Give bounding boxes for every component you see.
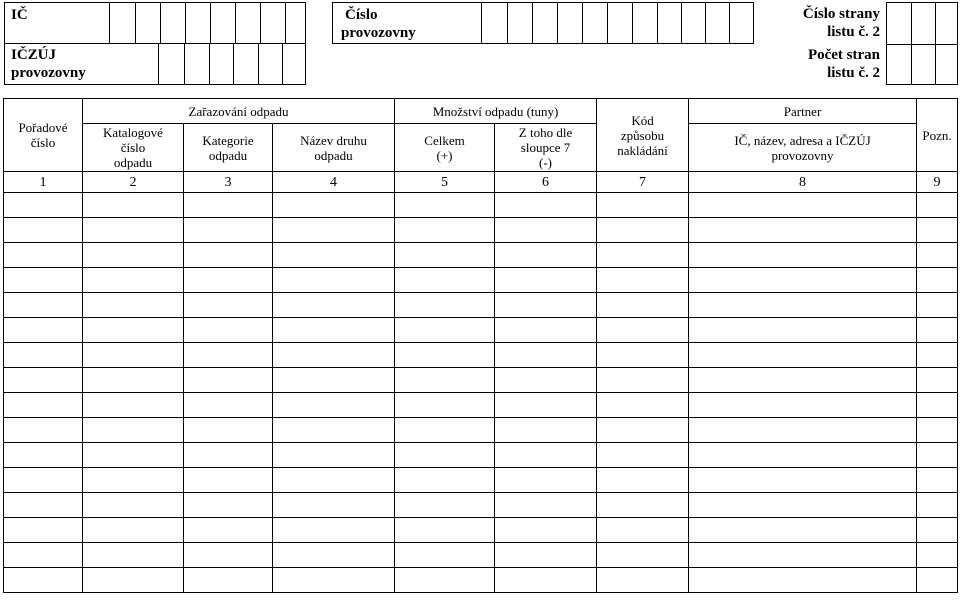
table-cell[interactable] xyxy=(597,293,689,318)
table-cell[interactable] xyxy=(597,343,689,368)
table-cell[interactable] xyxy=(395,193,495,218)
table-cell[interactable] xyxy=(689,418,917,443)
table-cell[interactable] xyxy=(689,193,917,218)
table-cell[interactable] xyxy=(917,343,958,368)
table-cell[interactable] xyxy=(83,468,184,493)
col-kategorie xyxy=(184,124,273,172)
column-number: 3 xyxy=(184,172,273,193)
col-celkem xyxy=(395,124,495,172)
table-cell[interactable] xyxy=(4,568,83,593)
table-cell[interactable] xyxy=(184,543,273,568)
table-cell[interactable] xyxy=(917,193,958,218)
table-cell[interactable] xyxy=(4,418,83,443)
table-cell[interactable] xyxy=(4,218,83,243)
table-cell[interactable] xyxy=(689,568,917,593)
table-cell[interactable] xyxy=(495,493,597,518)
table-cell[interactable] xyxy=(184,443,273,468)
table-cell[interactable] xyxy=(917,568,958,593)
table-cell[interactable] xyxy=(4,268,83,293)
table-cell[interactable] xyxy=(184,418,273,443)
ic-label: IČ xyxy=(11,7,28,23)
table-cell[interactable] xyxy=(597,318,689,343)
table-cell[interactable] xyxy=(395,243,495,268)
table-cell[interactable] xyxy=(495,293,597,318)
column-number: 7 xyxy=(597,172,689,193)
table-row xyxy=(4,193,958,218)
table-cell[interactable] xyxy=(273,343,395,368)
col-z-toho-line2: sloupce 7 xyxy=(520,140,571,155)
table-cell[interactable] xyxy=(184,368,273,393)
table-cell[interactable] xyxy=(597,243,689,268)
table-cell[interactable] xyxy=(689,493,917,518)
table-cell[interactable] xyxy=(83,543,184,568)
col-z-toho xyxy=(495,124,597,172)
table-cell[interactable] xyxy=(917,543,958,568)
table-row xyxy=(4,393,958,418)
table-cell[interactable] xyxy=(395,468,495,493)
table-cell[interactable] xyxy=(273,493,395,518)
table-cell[interactable] xyxy=(83,268,184,293)
table-cell[interactable] xyxy=(83,393,184,418)
table-cell[interactable] xyxy=(273,193,395,218)
table-row xyxy=(4,543,958,568)
table-body xyxy=(4,193,958,593)
table-cell[interactable] xyxy=(395,393,495,418)
table-cell[interactable] xyxy=(273,243,395,268)
cislo-strany-cells[interactable] xyxy=(887,3,957,44)
table-cell[interactable] xyxy=(273,368,395,393)
table-cell[interactable] xyxy=(273,268,395,293)
table-cell[interactable] xyxy=(395,543,495,568)
table-row xyxy=(4,518,958,543)
table-cell[interactable] xyxy=(395,343,495,368)
table-cell[interactable] xyxy=(184,493,273,518)
table-cell[interactable] xyxy=(917,518,958,543)
table-cell[interactable] xyxy=(689,293,917,318)
table-cell[interactable] xyxy=(83,193,184,218)
table-cell[interactable] xyxy=(395,518,495,543)
column-number-row xyxy=(4,172,958,193)
table-cell[interactable] xyxy=(689,318,917,343)
table-cell[interactable] xyxy=(917,418,958,443)
pocet-stran-label: Počet stran xyxy=(807,47,880,63)
column-number: 8 xyxy=(689,172,917,193)
table-cell[interactable] xyxy=(4,493,83,518)
table-cell[interactable] xyxy=(83,243,184,268)
table-cell[interactable] xyxy=(395,293,495,318)
table-cell[interactable] xyxy=(495,368,597,393)
table-cell[interactable] xyxy=(83,443,184,468)
col-poradove-line2: číslo xyxy=(30,135,56,150)
col-poznamka: Pozn. xyxy=(917,99,958,172)
page-number-boxes xyxy=(886,2,958,85)
cislo-provozovny-label: Číslo xyxy=(345,7,378,23)
cislo-provozovny-field xyxy=(332,2,754,44)
table-cell[interactable] xyxy=(689,368,917,393)
table-cell[interactable] xyxy=(917,443,958,468)
table-cell[interactable] xyxy=(495,568,597,593)
iczuj-label-provozovny: provozovny xyxy=(11,65,86,81)
table-row xyxy=(4,443,958,468)
cislo-strany-label-2: listu č. 2 xyxy=(827,24,880,40)
table-cell[interactable] xyxy=(689,218,917,243)
col-partner-line1: IČ, název, adresa a IČZÚJ xyxy=(734,132,871,148)
table-row xyxy=(4,343,958,368)
table-cell[interactable] xyxy=(495,268,597,293)
table-row xyxy=(4,493,958,518)
table-cell[interactable] xyxy=(917,218,958,243)
column-number: 9 xyxy=(917,172,958,193)
table-cell[interactable] xyxy=(917,393,958,418)
table-cell[interactable] xyxy=(395,418,495,443)
table-cell[interactable] xyxy=(917,493,958,518)
col-nazev-line2: odpadu xyxy=(314,147,353,163)
table-cell[interactable] xyxy=(917,468,958,493)
table-cell[interactable] xyxy=(184,243,273,268)
table-cell[interactable] xyxy=(689,518,917,543)
table-cell[interactable] xyxy=(184,568,273,593)
table-cell[interactable] xyxy=(495,518,597,543)
table-cell[interactable] xyxy=(83,418,184,443)
table-row xyxy=(4,318,958,343)
table-cell[interactable] xyxy=(597,418,689,443)
table-cell[interactable] xyxy=(83,293,184,318)
column-number: 6 xyxy=(495,172,597,193)
table-cell[interactable] xyxy=(597,568,689,593)
table-cell[interactable] xyxy=(4,318,83,343)
table-cell[interactable] xyxy=(83,518,184,543)
pocet-stran-label-2: listu č. 2 xyxy=(827,65,880,81)
col-katalogove-line3: odpadu xyxy=(113,155,153,170)
table-cell[interactable] xyxy=(273,393,395,418)
table-cell[interactable] xyxy=(917,293,958,318)
table-cell[interactable] xyxy=(273,518,395,543)
table-cell[interactable] xyxy=(273,293,395,318)
col-partner-line2: provozovny xyxy=(771,147,834,163)
col-kod-zpusobu xyxy=(597,99,689,172)
table-cell[interactable] xyxy=(597,443,689,468)
table-cell[interactable] xyxy=(395,318,495,343)
table-cell[interactable] xyxy=(597,193,689,218)
table-cell[interactable] xyxy=(4,393,83,418)
iczuj-field xyxy=(4,44,306,85)
table-cell[interactable] xyxy=(917,368,958,393)
table-cell[interactable] xyxy=(917,243,958,268)
col-nazev-line1: Název druhu xyxy=(300,132,367,148)
table-cell[interactable] xyxy=(689,443,917,468)
table-cell[interactable] xyxy=(495,343,597,368)
table-cell[interactable] xyxy=(83,493,184,518)
table-cell[interactable] xyxy=(273,543,395,568)
table-row xyxy=(4,218,958,243)
table-cell[interactable] xyxy=(689,243,917,268)
table-cell[interactable] xyxy=(273,418,395,443)
group-zarazovani-odpadu: Zařazování odpadu xyxy=(83,99,395,124)
table-cell[interactable] xyxy=(495,318,597,343)
table-cell[interactable] xyxy=(4,293,83,318)
table-cell[interactable] xyxy=(83,568,184,593)
ic-digit-cells[interactable] xyxy=(110,3,306,43)
table-cell[interactable] xyxy=(597,493,689,518)
table-cell[interactable] xyxy=(4,443,83,468)
col-kategorie-line1: Kategorie xyxy=(202,132,254,148)
table-cell[interactable] xyxy=(184,518,273,543)
table-row xyxy=(4,293,958,318)
table-cell[interactable] xyxy=(597,518,689,543)
table-cell[interactable] xyxy=(395,218,495,243)
cislo-provozovny-cells[interactable] xyxy=(482,3,754,43)
table-cell[interactable] xyxy=(184,318,273,343)
col-nazev-druhu xyxy=(273,124,395,172)
table-cell[interactable] xyxy=(395,493,495,518)
table-cell[interactable] xyxy=(689,343,917,368)
ic-field xyxy=(4,2,306,44)
table-cell[interactable] xyxy=(273,218,395,243)
table-cell[interactable] xyxy=(273,568,395,593)
col-partner-detail xyxy=(689,124,917,172)
table-cell[interactable] xyxy=(917,318,958,343)
table-cell[interactable] xyxy=(184,468,273,493)
table-row xyxy=(4,268,958,293)
table-cell[interactable] xyxy=(597,268,689,293)
col-kod-line1: Kód xyxy=(631,112,654,128)
iczuj-label: IČZÚJ xyxy=(11,47,57,63)
table-cell[interactable] xyxy=(689,393,917,418)
table-cell[interactable] xyxy=(597,218,689,243)
table-cell[interactable] xyxy=(273,318,395,343)
table-cell[interactable] xyxy=(495,218,597,243)
table-cell[interactable] xyxy=(4,518,83,543)
table-cell[interactable] xyxy=(597,368,689,393)
col-celkem-line1: Celkem xyxy=(424,132,465,148)
table-row xyxy=(4,468,958,493)
iczuj-digit-cells[interactable] xyxy=(159,44,306,84)
table-cell[interactable] xyxy=(273,468,395,493)
table-cell[interactable] xyxy=(495,468,597,493)
table-cell[interactable] xyxy=(495,193,597,218)
table-cell[interactable] xyxy=(4,193,83,218)
column-number: 4 xyxy=(273,172,395,193)
table-row xyxy=(4,418,958,443)
table-cell[interactable] xyxy=(495,243,597,268)
column-number: 5 xyxy=(395,172,495,193)
col-poradove-line1: Pořadové xyxy=(18,120,68,135)
table-cell[interactable] xyxy=(689,543,917,568)
col-z-toho-line3: (-) xyxy=(539,155,553,170)
table-cell[interactable] xyxy=(83,343,184,368)
col-celkem-line2: (+) xyxy=(436,147,453,163)
table-cell[interactable] xyxy=(4,343,83,368)
col-kod-line2: způsobu xyxy=(620,127,665,143)
table-row xyxy=(4,368,958,393)
cislo-strany-label: Číslo strany xyxy=(802,6,880,22)
table-cell[interactable] xyxy=(184,218,273,243)
table-cell[interactable] xyxy=(495,393,597,418)
table-cell[interactable] xyxy=(184,268,273,293)
waste-table xyxy=(3,98,958,593)
table-cell[interactable] xyxy=(4,243,83,268)
table-cell[interactable] xyxy=(597,393,689,418)
table-cell[interactable] xyxy=(395,443,495,468)
table-cell[interactable] xyxy=(184,293,273,318)
table-cell[interactable] xyxy=(184,343,273,368)
group-partner: Partner xyxy=(689,99,917,124)
table-cell[interactable] xyxy=(4,543,83,568)
table-cell[interactable] xyxy=(495,543,597,568)
table-cell[interactable] xyxy=(495,418,597,443)
table-cell[interactable] xyxy=(689,468,917,493)
col-katalogove-cislo xyxy=(83,124,184,172)
table-cell[interactable] xyxy=(597,543,689,568)
col-katalogove-line2: číslo xyxy=(120,140,146,155)
table-cell[interactable] xyxy=(184,393,273,418)
table-row xyxy=(4,243,958,268)
table-cell[interactable] xyxy=(395,268,495,293)
table-cell[interactable] xyxy=(395,568,495,593)
pocet-stran-cells[interactable] xyxy=(887,44,957,84)
table-cell[interactable] xyxy=(4,368,83,393)
table-cell[interactable] xyxy=(917,268,958,293)
col-z-toho-line1: Z toho dle xyxy=(518,125,573,140)
table-cell[interactable] xyxy=(83,318,184,343)
group-mnozstvi-odpadu: Množství odpadu (tuny) xyxy=(395,99,597,124)
column-number: 2 xyxy=(83,172,184,193)
col-kod-line3: nakládání xyxy=(617,142,668,158)
col-kategorie-line2: odpadu xyxy=(208,147,248,163)
table-cell[interactable] xyxy=(495,443,597,468)
table-cell[interactable] xyxy=(273,443,395,468)
table-cell[interactable] xyxy=(689,268,917,293)
table-cell[interactable] xyxy=(83,368,184,393)
table-cell[interactable] xyxy=(83,218,184,243)
table-cell[interactable] xyxy=(597,468,689,493)
table-cell[interactable] xyxy=(395,368,495,393)
cislo-provozovny-label-2: provozovny xyxy=(341,25,416,41)
col-katalogove-line1: Katalogové xyxy=(103,125,163,140)
table-cell[interactable] xyxy=(184,193,273,218)
table-row xyxy=(4,568,958,593)
column-number: 1 xyxy=(4,172,83,193)
table-cell[interactable] xyxy=(4,468,83,493)
col-poradove-cislo xyxy=(4,99,83,172)
